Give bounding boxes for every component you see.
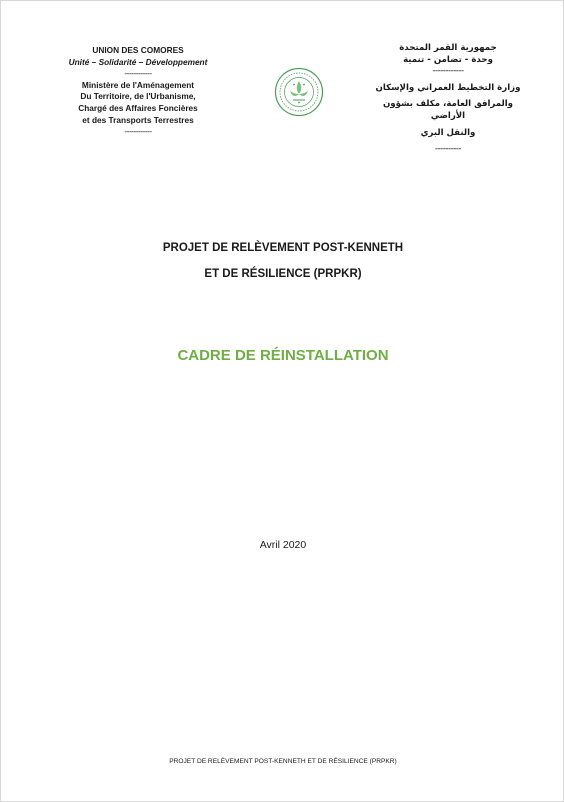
ministry-line: Ministère de l'Aménagement: [81, 79, 195, 90]
project-title: [1, 235, 564, 287]
ministry-line-arabic: وزارة التخطيط العمراني والإسكان: [375, 82, 521, 93]
separator-rule: ------------: [432, 66, 464, 77]
ministry-line-arabic: والمرافق العامة، مكلف بشؤون الأراضي: [382, 99, 514, 121]
document-date: Avril 2020: [259, 539, 307, 551]
header-right-arabic: [373, 43, 523, 156]
header-left-french: [53, 45, 223, 138]
country-name: UNION DES COMORES: [92, 45, 184, 55]
project-title-line: ET DE RÉSILIENCE (PRPKR): [204, 268, 362, 280]
national-seal-icon: [274, 67, 324, 117]
country-name-arabic: جمهورية القمر المتحدة: [399, 43, 497, 53]
ministry-line: Chargé des Affaires Foncières: [78, 102, 198, 113]
separator-rule: ------------: [124, 68, 152, 79]
project-title-line: PROJET DE RELÈVEMENT POST-KENNETH: [162, 242, 404, 254]
national-motto-arabic: وحدة - تضامن - تنمية: [403, 54, 493, 65]
ministry-line: et des Transports Terrestres: [82, 114, 194, 125]
national-motto: Unité – Solidarité – Développement: [68, 56, 208, 67]
document-title: CADRE DE RÉINSTALLATION: [177, 347, 389, 364]
ministry-line-arabic: والنقل البري: [420, 127, 476, 138]
ministry-line: Du Territoire, de l'Urbanisme,: [80, 91, 196, 102]
separator-rule: ----------: [434, 144, 461, 155]
separator-rule: ------------: [124, 126, 152, 137]
page-footer: PROJET DE RELÈVEMENT POST-KENNETH ET DE RÉSILIENCE (PRPKR): [169, 758, 397, 765]
